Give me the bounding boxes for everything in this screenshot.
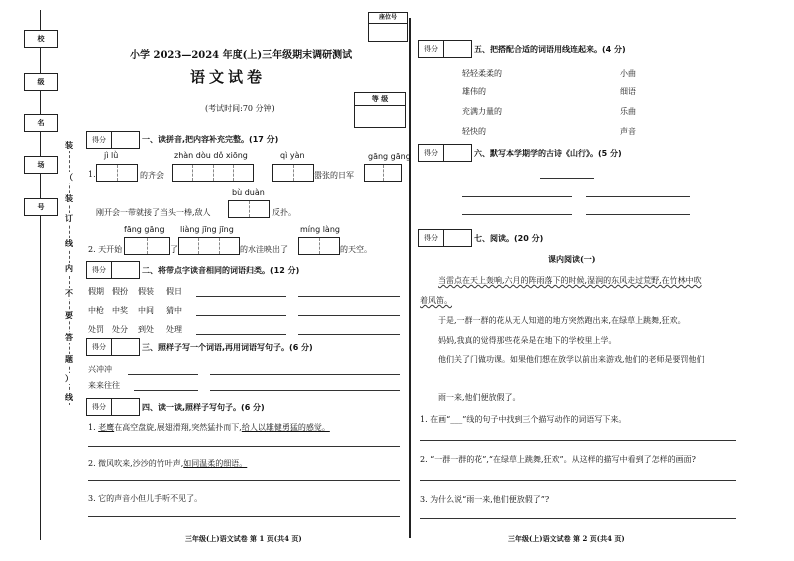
q1-line3-text: 的天空。 xyxy=(340,245,372,254)
q5-right-item: 小曲 xyxy=(620,69,636,78)
writing-grid[interactable] xyxy=(124,237,170,255)
q1-line1-text: 嚣张的日军 xyxy=(314,171,354,180)
q5-left-item: 雄伟的 xyxy=(462,87,486,96)
q1-line3-text: 了 xyxy=(170,245,178,254)
binding-tab-name: 名 xyxy=(24,114,58,132)
answer-line[interactable] xyxy=(196,296,286,297)
seal-char: 题 xyxy=(65,354,73,364)
q4-s1-subject: 老鹰 xyxy=(98,423,115,432)
score-label: 得分 xyxy=(87,132,112,148)
writing-grid[interactable] xyxy=(96,164,138,182)
page-divider xyxy=(409,18,411,538)
q5-right-item: 细语 xyxy=(620,87,636,96)
q6-score-box[interactable] xyxy=(418,144,472,162)
poem-line[interactable] xyxy=(462,214,572,215)
seal-char: ） xyxy=(65,373,73,383)
score-label: 得分 xyxy=(419,230,444,246)
seal-char: 不 xyxy=(65,288,73,298)
binding-tab-class: 级 xyxy=(24,73,58,91)
q1-heading: 一、读拼音,把内容补充完整。(17 分) xyxy=(142,135,279,144)
grade-box[interactable] xyxy=(354,92,406,128)
answer-line[interactable] xyxy=(88,516,400,517)
q1-score-box[interactable] xyxy=(86,131,140,149)
binding-tab-number: 号 xyxy=(24,198,58,216)
q4-s1-prefix: 1. xyxy=(88,423,96,432)
q1-line3-text: 2. 天开始 xyxy=(88,245,123,254)
seal-char: 内 xyxy=(65,263,73,273)
pinyin: jì lǜ xyxy=(104,151,119,160)
answer-line[interactable] xyxy=(88,480,400,481)
q2-word: 假期 xyxy=(88,287,104,296)
poem-title-line[interactable] xyxy=(540,178,594,179)
q4-s1-middle: 在高空盘旋,展翅滑翔,突然猛扑而下, xyxy=(114,423,242,432)
answer-line[interactable] xyxy=(210,390,400,391)
reading-question: 1. 在画“___”线的句子中找到三个描写动作的词语写下来。 xyxy=(420,415,627,424)
left-page-footer: 三年级(上)语文试卷 第 1 页(共4 页) xyxy=(185,534,302,543)
q2-word: 到处 xyxy=(138,325,154,334)
q2-word: 中奖 xyxy=(112,306,128,315)
q1-line2-text: 反扑。 xyxy=(272,208,296,217)
seal-char: 线 xyxy=(65,392,73,402)
reading-paragraph: 妈妈,我真的觉得那些花朵是在地下的学校里上学。 xyxy=(438,336,617,345)
q2-word: 处分 xyxy=(112,325,128,334)
pinyin: qì yàn xyxy=(280,151,305,160)
q2-word: 中间 xyxy=(138,306,154,315)
poem-line[interactable] xyxy=(586,196,690,197)
seat-number-box[interactable] xyxy=(368,12,408,42)
q3-score-box[interactable] xyxy=(86,338,140,356)
answer-line[interactable] xyxy=(196,334,286,335)
q5-right-item: 声音 xyxy=(620,127,636,136)
score-label: 得分 xyxy=(87,399,112,415)
reading-subtitle: 课内阅读(一) xyxy=(548,254,596,264)
reading-question: 2. “一群一群的花”,“在绿草上跳舞,狂欢”。从这样的描写中看到了怎样的画面? xyxy=(420,455,696,464)
q2-score-box[interactable] xyxy=(86,261,140,279)
q2-word: 假扮 xyxy=(112,287,128,296)
seat-number-label: 座位号 xyxy=(369,13,407,24)
q5-score-box[interactable] xyxy=(418,40,472,58)
poem-line[interactable] xyxy=(462,196,572,197)
reading-p1-line1: 当雷点在天上轰响,六月的阵雨落下的时候,湿润的东风走过荒野,在竹林中吹 xyxy=(438,276,702,285)
seal-char: 订 xyxy=(65,213,73,223)
pinyin: fāng gāng xyxy=(124,225,165,234)
answer-line[interactable] xyxy=(210,374,400,375)
seal-char: 线 xyxy=(65,238,73,248)
page-title: 语文试卷 xyxy=(190,68,267,86)
right-page-footer: 三年级(上)语文试卷 第 2 页(共4 页) xyxy=(508,534,625,543)
q1-line3-text: 的水洼映出了 xyxy=(240,245,288,254)
q2-word: 处理 xyxy=(166,325,182,334)
q4-s2-text: 2. 微风吹来,沙沙的竹叶声, xyxy=(88,459,184,468)
q5-left-item: 充满力量的 xyxy=(462,107,502,116)
q4-sentence-2 xyxy=(88,458,247,469)
answer-line[interactable] xyxy=(420,440,736,441)
q4-s1-feeling: 给人以雄健勇猛的感觉。 xyxy=(241,423,330,432)
q3-example-word: 来来往往 xyxy=(88,381,120,390)
q1-line1-text: 的齐会 xyxy=(140,171,164,180)
q1-line1-num: 1. xyxy=(88,170,96,179)
seal-char: 装 xyxy=(65,140,73,150)
q3-example-word: 兴冲冲 xyxy=(88,365,112,374)
answer-line[interactable] xyxy=(128,374,198,375)
reading-p1-line2: 着风笛。 xyxy=(420,296,452,305)
score-label: 得分 xyxy=(87,262,112,278)
answer-line[interactable] xyxy=(196,315,286,316)
q4-heading: 四、读一读,照样子写句子。(6 分) xyxy=(142,403,265,412)
exam-time: (考试时间:70 分钟) xyxy=(205,104,275,113)
pinyin: míng làng xyxy=(300,225,340,234)
q2-word: 假日 xyxy=(166,287,182,296)
score-label: 得分 xyxy=(87,339,112,355)
exam-header-title: 小学 2023—2024 年度(上)三年级期末调研测试 xyxy=(130,50,353,61)
score-label: 得分 xyxy=(419,145,444,161)
answer-line[interactable] xyxy=(298,296,400,297)
answer-line[interactable] xyxy=(134,390,198,391)
pinyin: liàng jīng jīng xyxy=(180,225,234,234)
writing-grid[interactable] xyxy=(172,164,254,182)
q5-heading: 五、把搭配合适的词语用线连起来。(4 分) xyxy=(474,45,626,54)
grade-box-label: 等 级 xyxy=(355,93,405,106)
q7-score-box[interactable] xyxy=(418,229,472,247)
q7-heading: 七、阅读。(20 分) xyxy=(474,234,544,243)
reading-paragraph: 于是,一群一群的花从无人知道的地方突然跑出来,在绿草上跳舞,狂欢。 xyxy=(438,316,686,325)
q1-line2-text: 刚开会一带就接了当头一棒,敌人 xyxy=(96,208,211,217)
q2-word: 处罚 xyxy=(88,325,104,334)
pinyin: zhàn dòu dǒ xiōng xyxy=(174,151,248,160)
score-label: 得分 xyxy=(419,41,444,57)
seal-char: （ xyxy=(65,172,73,182)
writing-grid[interactable] xyxy=(272,164,314,182)
q3-heading: 三、照样子写一个词语,再用词语写句子。(6 分) xyxy=(142,343,313,352)
q5-left-item: 轻快的 xyxy=(462,127,486,136)
q2-word: 猜中 xyxy=(166,306,182,315)
q2-heading: 二、将带点字读音相同的词语归类。(12 分) xyxy=(142,266,300,275)
poem-line[interactable] xyxy=(586,214,690,215)
binding-tab-school: 校 xyxy=(24,30,58,48)
reading-paragraph xyxy=(420,295,452,306)
q2-word: 假装 xyxy=(138,287,154,296)
answer-line[interactable] xyxy=(298,334,400,335)
q5-left-item: 轻轻柔柔的 xyxy=(462,69,502,78)
q4-score-box[interactable] xyxy=(86,398,140,416)
q2-word: 中枪 xyxy=(88,306,104,315)
pinyin: bù duàn xyxy=(232,188,265,197)
writing-grid[interactable] xyxy=(228,200,270,218)
q4-sentence-3: 3. 它的声音小但儿手听不见了。 xyxy=(88,494,203,503)
q5-right-item: 乐曲 xyxy=(620,107,636,116)
reading-paragraph: 他们关了门做功课。如果他们想在放学以前出来游戏,他们的老师是要罚他们 xyxy=(438,355,705,364)
answer-line[interactable] xyxy=(420,518,736,519)
writing-grid[interactable] xyxy=(178,237,240,255)
q6-heading: 六、默写本学期学的古诗《山行》。(5 分) xyxy=(474,149,622,158)
writing-grid[interactable] xyxy=(298,237,340,255)
q4-sentence-1 xyxy=(88,422,330,433)
reading-question: 3. 为什么说“雨一来,他们便放假了”? xyxy=(420,495,550,504)
q4-s2-simile: 如同温柔的细语。 xyxy=(183,459,248,468)
reading-paragraph: 雨一来,他们便放假了。 xyxy=(438,393,521,402)
writing-grid[interactable] xyxy=(364,164,402,182)
pinyin: gāng gāng xyxy=(368,152,411,161)
seal-char: 要 xyxy=(65,310,73,320)
seal-char: 答 xyxy=(65,332,73,342)
answer-line[interactable] xyxy=(298,315,400,316)
binding-tab-room: 场 xyxy=(24,156,58,174)
answer-line[interactable] xyxy=(420,480,736,481)
seal-char: 装 xyxy=(65,193,73,203)
answer-line[interactable] xyxy=(88,446,400,447)
reading-paragraph xyxy=(438,275,702,286)
